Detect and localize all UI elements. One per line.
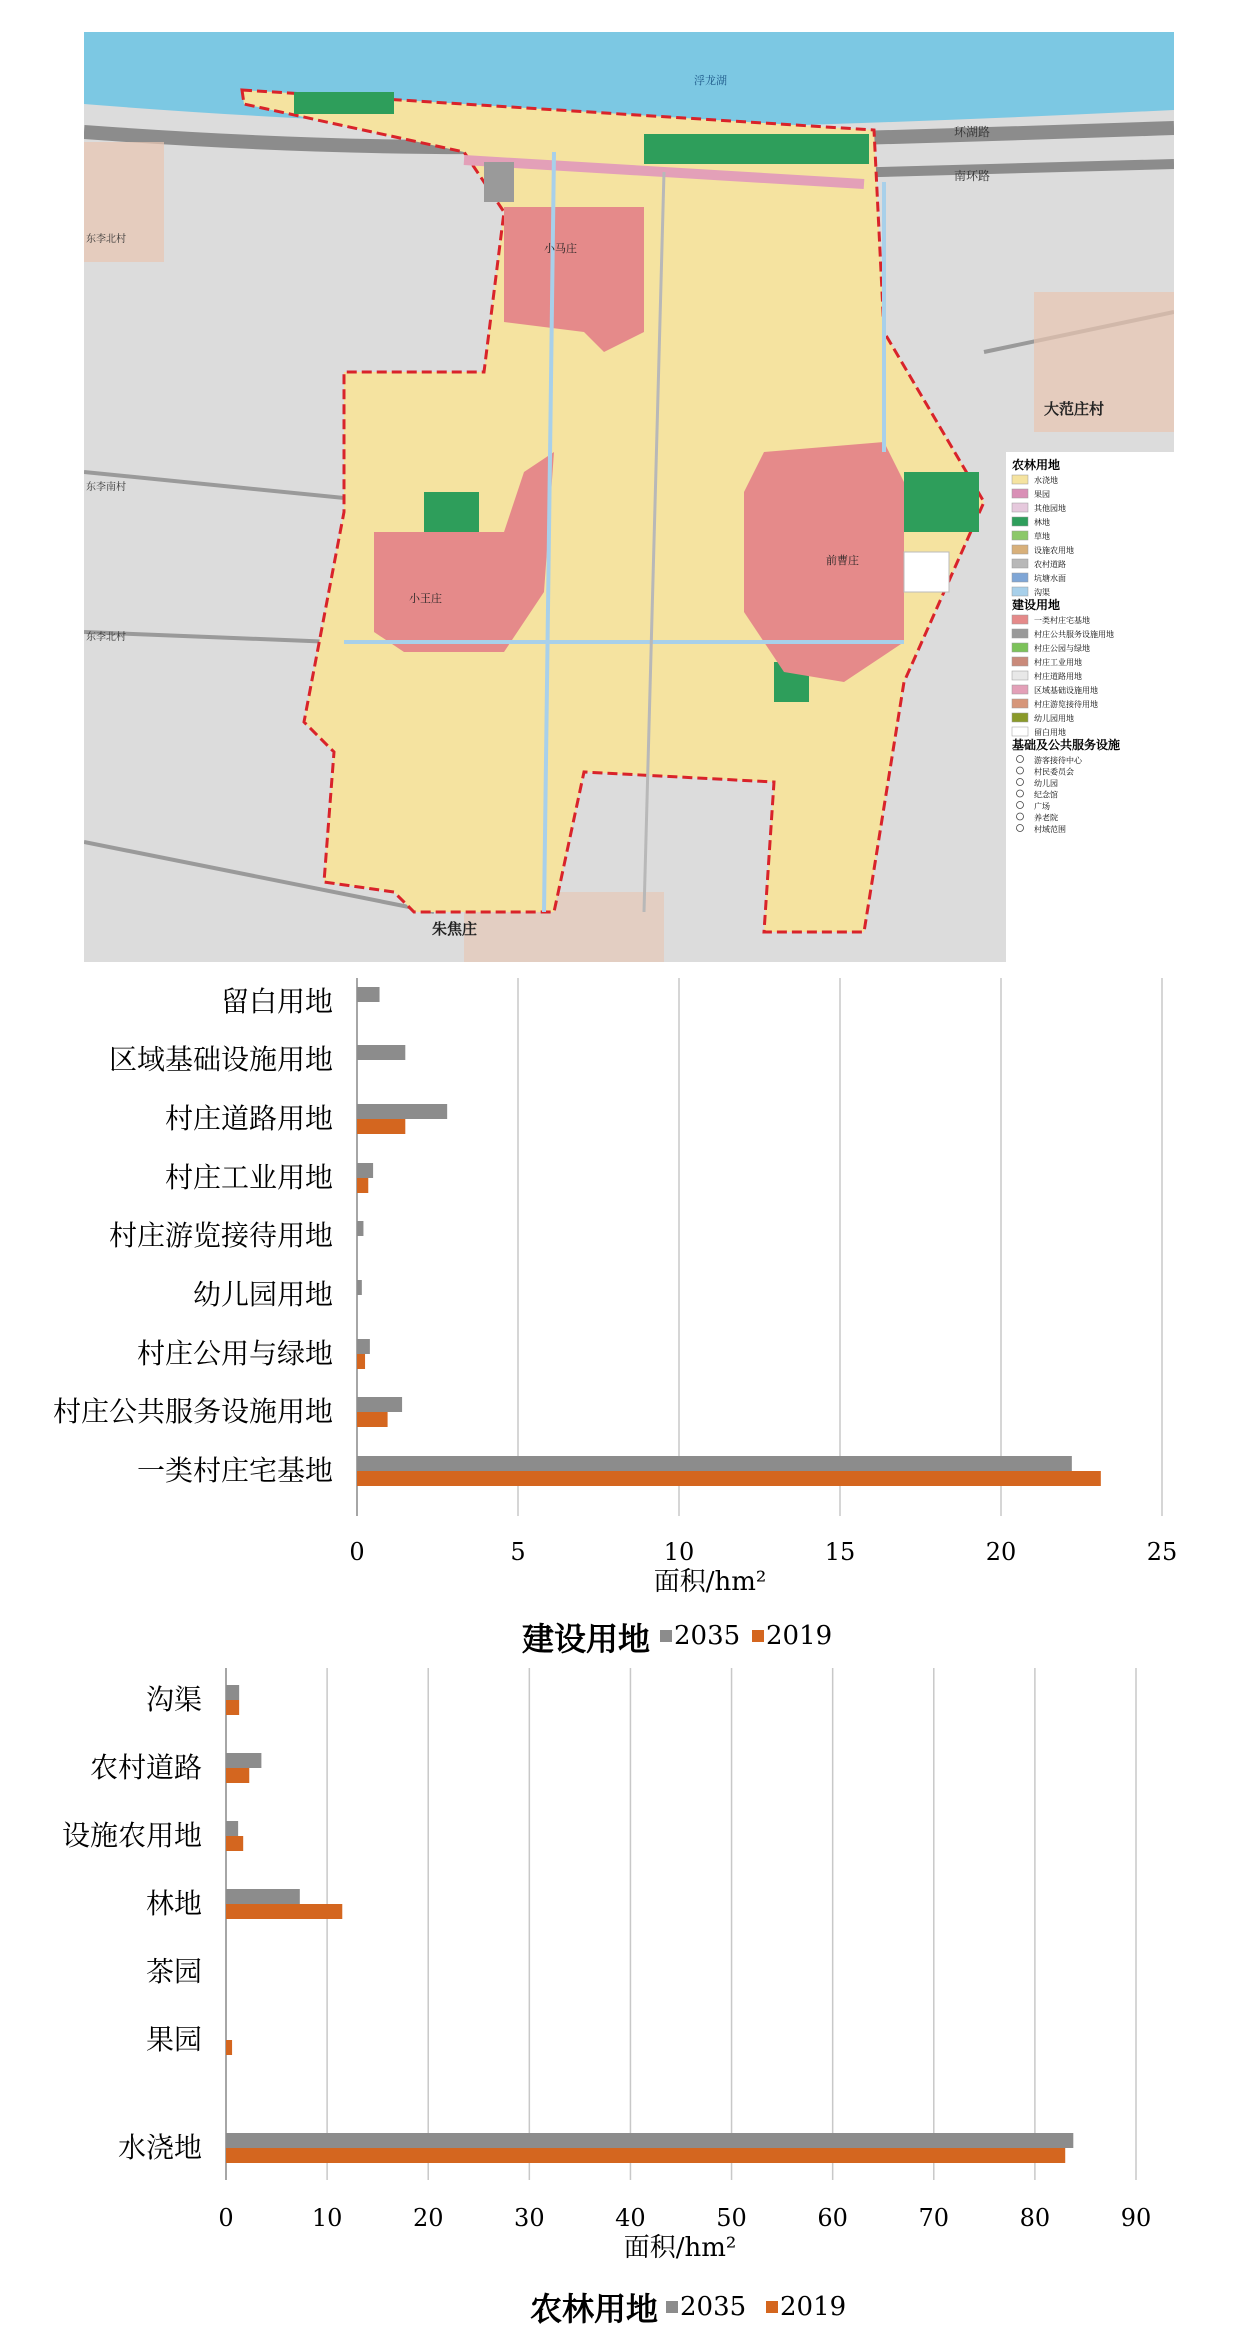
- agriculture-forestry-land-chart: [0, 1658, 1241, 2335]
- category-label: 留白用地: [220, 985, 333, 1018]
- legend-swatch: [1012, 503, 1028, 512]
- forest-patch: [294, 92, 394, 114]
- bar-2035: [226, 1685, 239, 1700]
- legend-item-label: 广场: [1034, 802, 1050, 811]
- village-label: 前曹庄: [826, 554, 859, 567]
- construction-land-chart: [0, 968, 1241, 1658]
- bar-2035: [226, 1753, 261, 1768]
- bar-2035: [357, 987, 380, 1002]
- x-tick-label: 50: [716, 2204, 747, 2232]
- legend-item-label: 村庄公园与绿地: [1034, 644, 1090, 653]
- category-label: 村庄游览接待用地: [108, 1219, 333, 1252]
- chart2-legend: [530, 2290, 846, 2328]
- legend-item-label: 留白用地: [1034, 728, 1066, 737]
- village-label: 小王庄: [409, 592, 442, 605]
- category-label: 水浇地: [117, 2131, 202, 2164]
- category-label: 沟渠: [145, 1683, 202, 1716]
- legend-swatch: [1012, 475, 1028, 484]
- x-tick-label: 10: [311, 2204, 343, 2232]
- road-label-1: 环湖路: [954, 125, 991, 139]
- category-label: 村庄工业用地: [164, 1161, 333, 1194]
- facility-icon: [1017, 779, 1024, 786]
- facility-icon: [1017, 802, 1024, 809]
- legend-item-label: 草地: [1034, 532, 1050, 541]
- chart1-legend: [522, 1620, 832, 1658]
- legend-swatch: [1012, 699, 1028, 708]
- bar-2035: [357, 1280, 362, 1295]
- legend-swatch: [1012, 559, 1028, 568]
- x-tick-label: 5: [510, 1538, 526, 1566]
- forest-patch: [424, 492, 479, 537]
- village-label: 小马庄: [544, 242, 577, 255]
- legend-item-label: 果园: [1034, 490, 1050, 499]
- bar-2019: [226, 1904, 342, 1919]
- x-tick-label: 15: [824, 1538, 856, 1566]
- chart2-title: 农林用地: [529, 2290, 658, 2328]
- x-tick-label: 90: [1120, 2204, 1152, 2232]
- category-label: 区域基础设施用地: [108, 1043, 333, 1076]
- legend-swatch: [1012, 713, 1028, 722]
- bar-2019: [357, 1119, 405, 1134]
- legend-label-2035: 2035: [680, 2292, 747, 2322]
- legend-item-label: 坑塘水面: [1034, 574, 1066, 583]
- bar-2019: [357, 1354, 365, 1369]
- legend-swatch: [1012, 517, 1028, 526]
- legend-group-title: 基础及公共服务设施: [1012, 738, 1121, 752]
- chart1-category-labels: [53, 985, 333, 1487]
- x-tick-label: 30: [514, 2204, 545, 2232]
- road-label-2: 南环路: [954, 169, 991, 183]
- bar-2019: [357, 1412, 388, 1427]
- x-tick-label: 10: [663, 1538, 695, 1566]
- chart1-grid: [357, 978, 1162, 1516]
- map-legend: [1006, 452, 1174, 962]
- lake-label: 浮龙湖: [694, 74, 727, 87]
- legend-swatch-2019: [766, 2301, 778, 2313]
- category-label: 设施农用地: [61, 1819, 202, 1852]
- legend-swatch: [1012, 545, 1028, 554]
- bar-2035: [357, 1045, 405, 1060]
- legend-item-label: 村庄游览接待用地: [1034, 700, 1098, 709]
- legend-swatch: [1012, 657, 1028, 666]
- legend-label-2019: 2019: [766, 1621, 833, 1651]
- bar-2035: [357, 1104, 447, 1119]
- legend-item-label: 林地: [1034, 518, 1050, 527]
- legend-swatch: [1012, 727, 1028, 736]
- legend-swatch: [1012, 685, 1028, 694]
- forest-patch: [644, 134, 869, 164]
- legend-swatch: [1012, 671, 1028, 680]
- bar-2035: [357, 1339, 370, 1354]
- x-tick-label: 0: [218, 2204, 234, 2232]
- chart1-title: 建设用地: [521, 1620, 650, 1658]
- x-tick-label: 0: [349, 1538, 365, 1566]
- category-label: 一类村庄宅基地: [136, 1454, 333, 1487]
- category-label: 农村道路: [89, 1751, 202, 1784]
- bar-2019: [226, 1836, 243, 1851]
- category-label: 果园: [145, 2023, 202, 2056]
- chart1-tick-labels: [349, 1538, 1177, 1566]
- chart2-tick-labels: [218, 2204, 1151, 2232]
- legend-item-label: 村庄工业用地: [1034, 658, 1082, 667]
- bar-2035: [357, 1221, 363, 1236]
- legend-swatch: [1012, 489, 1028, 498]
- category-label: 茶园: [145, 1955, 202, 1988]
- legend-item-label: 游客接待中心: [1034, 756, 1082, 765]
- facility-icon: [1017, 767, 1024, 774]
- legend-item-label: 其他园地: [1034, 504, 1066, 513]
- facility-icon: [1017, 813, 1024, 820]
- legend-swatch: [1012, 531, 1028, 540]
- category-label: 村庄公用与绿地: [136, 1337, 333, 1370]
- legend-item-label: 村民委员会: [1034, 767, 1074, 777]
- legend-swatch: [1012, 615, 1028, 624]
- legend-item-label: 沟渠: [1034, 588, 1050, 597]
- legend-item-label: 农村道路: [1034, 560, 1066, 569]
- legend-item-label: 一类村庄宅基地: [1034, 616, 1090, 625]
- x-tick-label: 20: [985, 1538, 1017, 1566]
- legend-item-label: 村庄公共服务设施用地: [1034, 630, 1114, 639]
- bar-2019: [226, 2040, 232, 2055]
- bar-2019: [226, 1768, 249, 1783]
- legend-item-label: 村域范围: [1034, 825, 1066, 834]
- facility-icon: [1017, 790, 1024, 797]
- legend-item-label: 纪念馆: [1034, 790, 1058, 800]
- legend-label-2035: 2035: [674, 1621, 741, 1651]
- reserve-land: [904, 552, 949, 592]
- bar-2035: [357, 1163, 373, 1178]
- legend-swatch-2035: [666, 2301, 678, 2313]
- legend-swatch-2019: [752, 1630, 764, 1642]
- forest-patch: [904, 472, 979, 532]
- x-tick-label: 25: [1146, 1538, 1178, 1566]
- legend-group-title: 农林用地: [1012, 458, 1061, 472]
- x-tick-label: 60: [817, 2204, 848, 2232]
- bar-2035: [226, 2133, 1073, 2148]
- legend-item-label: 水浇地: [1034, 476, 1058, 485]
- facility-icon: [1017, 825, 1024, 832]
- legend-item-label: 区域基础设施用地: [1034, 686, 1098, 695]
- chart2-category-labels: [62, 1683, 202, 2164]
- legend-item-label: 幼儿园用地: [1034, 714, 1074, 723]
- village-label: 东李北村: [86, 234, 126, 245]
- x-tick-label: 80: [1019, 2204, 1051, 2232]
- village-label: 东李南村: [86, 482, 126, 493]
- public-facility: [484, 162, 514, 202]
- category-label: 幼儿园用地: [192, 1278, 333, 1311]
- legend-item-label: 养老院: [1034, 813, 1058, 823]
- bar-2035: [357, 1397, 402, 1412]
- legend-label-2019: 2019: [780, 2292, 847, 2322]
- legend-swatch-2035: [660, 1630, 672, 1642]
- village-label: 东李北村: [86, 632, 126, 643]
- bar-2019: [226, 1700, 239, 1715]
- category-label: 林地: [145, 1887, 202, 1920]
- residential-qiancaozhuang: [744, 442, 904, 682]
- facility-icon: [1017, 756, 1024, 763]
- legend-group-title: 建设用地: [1012, 598, 1061, 612]
- bar-2019: [226, 2148, 1065, 2163]
- legend-swatch: [1012, 643, 1028, 652]
- x-tick-label: 70: [918, 2204, 950, 2232]
- legend-swatch: [1012, 573, 1028, 582]
- legend-item-label: 设施农用地: [1034, 546, 1074, 555]
- legend-item-label: 村庄道路用地: [1034, 672, 1082, 681]
- village-label: 大范庄村: [1044, 400, 1105, 418]
- chart2-x-axis-label: 面积/hm²: [623, 2233, 737, 2263]
- bar-2019: [357, 1178, 368, 1193]
- legend-swatch: [1012, 629, 1028, 638]
- legend-swatch: [1012, 587, 1028, 596]
- chart1-bars: [357, 987, 1101, 1486]
- bar-2035: [226, 1821, 238, 1836]
- land-use-map: [84, 32, 1174, 962]
- chart1-x-axis-label: 面积/hm²: [653, 1567, 767, 1597]
- legend-item-label: 幼儿园: [1034, 779, 1058, 788]
- x-tick-label: 40: [615, 2204, 646, 2232]
- x-tick-label: 20: [412, 2204, 444, 2232]
- bar-2035: [357, 1456, 1072, 1471]
- chart2-bars: [226, 1685, 1073, 2163]
- chart2-grid: [226, 1668, 1136, 2180]
- bar-2035: [226, 1889, 300, 1904]
- category-label: 村庄公共服务设施用地: [52, 1395, 333, 1428]
- village-label: 朱焦庄: [432, 920, 478, 938]
- category-label: 村庄道路用地: [164, 1102, 333, 1135]
- bar-2019: [357, 1471, 1101, 1486]
